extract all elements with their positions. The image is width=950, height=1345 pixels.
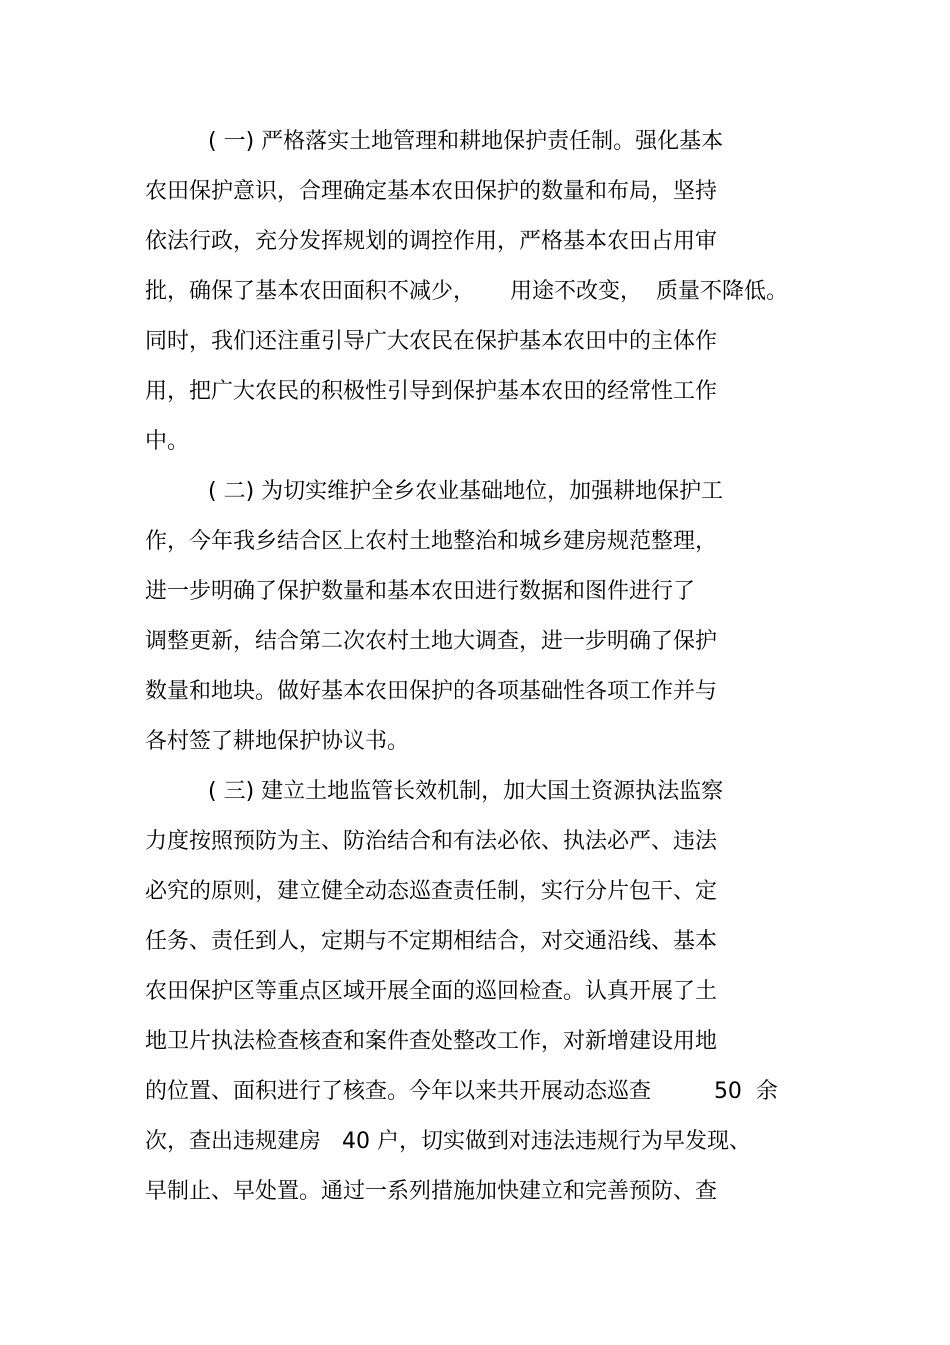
paragraph-1-line-2: 农田保护意识，合理确定基本农田保护的数量和布局，坚持 (145, 179, 718, 204)
paragraph-1-line-7: 中。 (145, 429, 190, 454)
paragraph-3-line-5: 农田保护区等重点区域开展全面的巡回检查。认真开展了土 (145, 979, 718, 1004)
paragraph-3-line-2: 力度按照预防为主、防治结合和有法必依、执法必严、违法 (145, 829, 718, 854)
paragraph-2-line-5: 数量和地块。做好基本农田保护的各项基础性各项工作并与 (145, 679, 718, 704)
paragraph-1-line-6: 用，把广大农民的积极性引导到保护基本农田的经常性工作 (145, 379, 718, 404)
paragraph-2-line-2: 作，今年我乡结合区上农村土地整治和城乡建房规范整理， (145, 529, 718, 554)
paragraph-3-line-6: 地卫片执法检查核查和案件查处整改工作，对新增建设用地 (145, 1029, 718, 1054)
paragraph-3-line-8: 次，查出违规建房 40 户，切实做到对违法违规行为早发现、 (145, 1129, 751, 1154)
paragraph-2-line-1: ( 二) 为切实维护全乡农业基础地位，加强耕地保护工 (208, 479, 724, 504)
paragraph-3-line-1: ( 三) 建立土地监管长效机制，加大国土资源执法监察 (208, 779, 724, 804)
paragraph-3-line-7: 的位置、面积进行了核查。今年以来共开展动态巡查 50 余 (145, 1079, 778, 1104)
paragraph-1-line-4: 批，确保了基本农田面积不减少， 用途不改变， 质量不降低。 (145, 279, 788, 304)
paragraph-2-line-6: 各村签了耕地保护协议书。 (145, 729, 410, 754)
paragraph-3-line-9: 早制止、早处置。通过一系列措施加快建立和完善预防、查 (145, 1179, 718, 1204)
paragraph-3-line-3: 必究的原则，建立健全动态巡查责任制，实行分片包干、定 (145, 879, 718, 904)
paragraph-1-line-1: ( 一) 严格落实土地管理和耕地保护责任制。强化基本 (208, 129, 724, 154)
paragraph-1-line-3: 依法行政，充分发挥规划的调控作用，严格基本农田占用审 (145, 229, 718, 254)
paragraph-2-line-3: 进一步明确了保护数量和基本农田进行数据和图件进行了 (145, 579, 696, 604)
paragraph-2-line-4: 调整更新，结合第二次农村土地大调查，进一步明确了保护 (145, 629, 718, 654)
paragraph-3-line-4: 任务、责任到人，定期与不定期相结合，对交通沿线、基本 (145, 929, 718, 954)
paragraph-1-line-5: 同时，我们还注重引导广大农民在保护基本农田中的主体作 (145, 329, 718, 354)
